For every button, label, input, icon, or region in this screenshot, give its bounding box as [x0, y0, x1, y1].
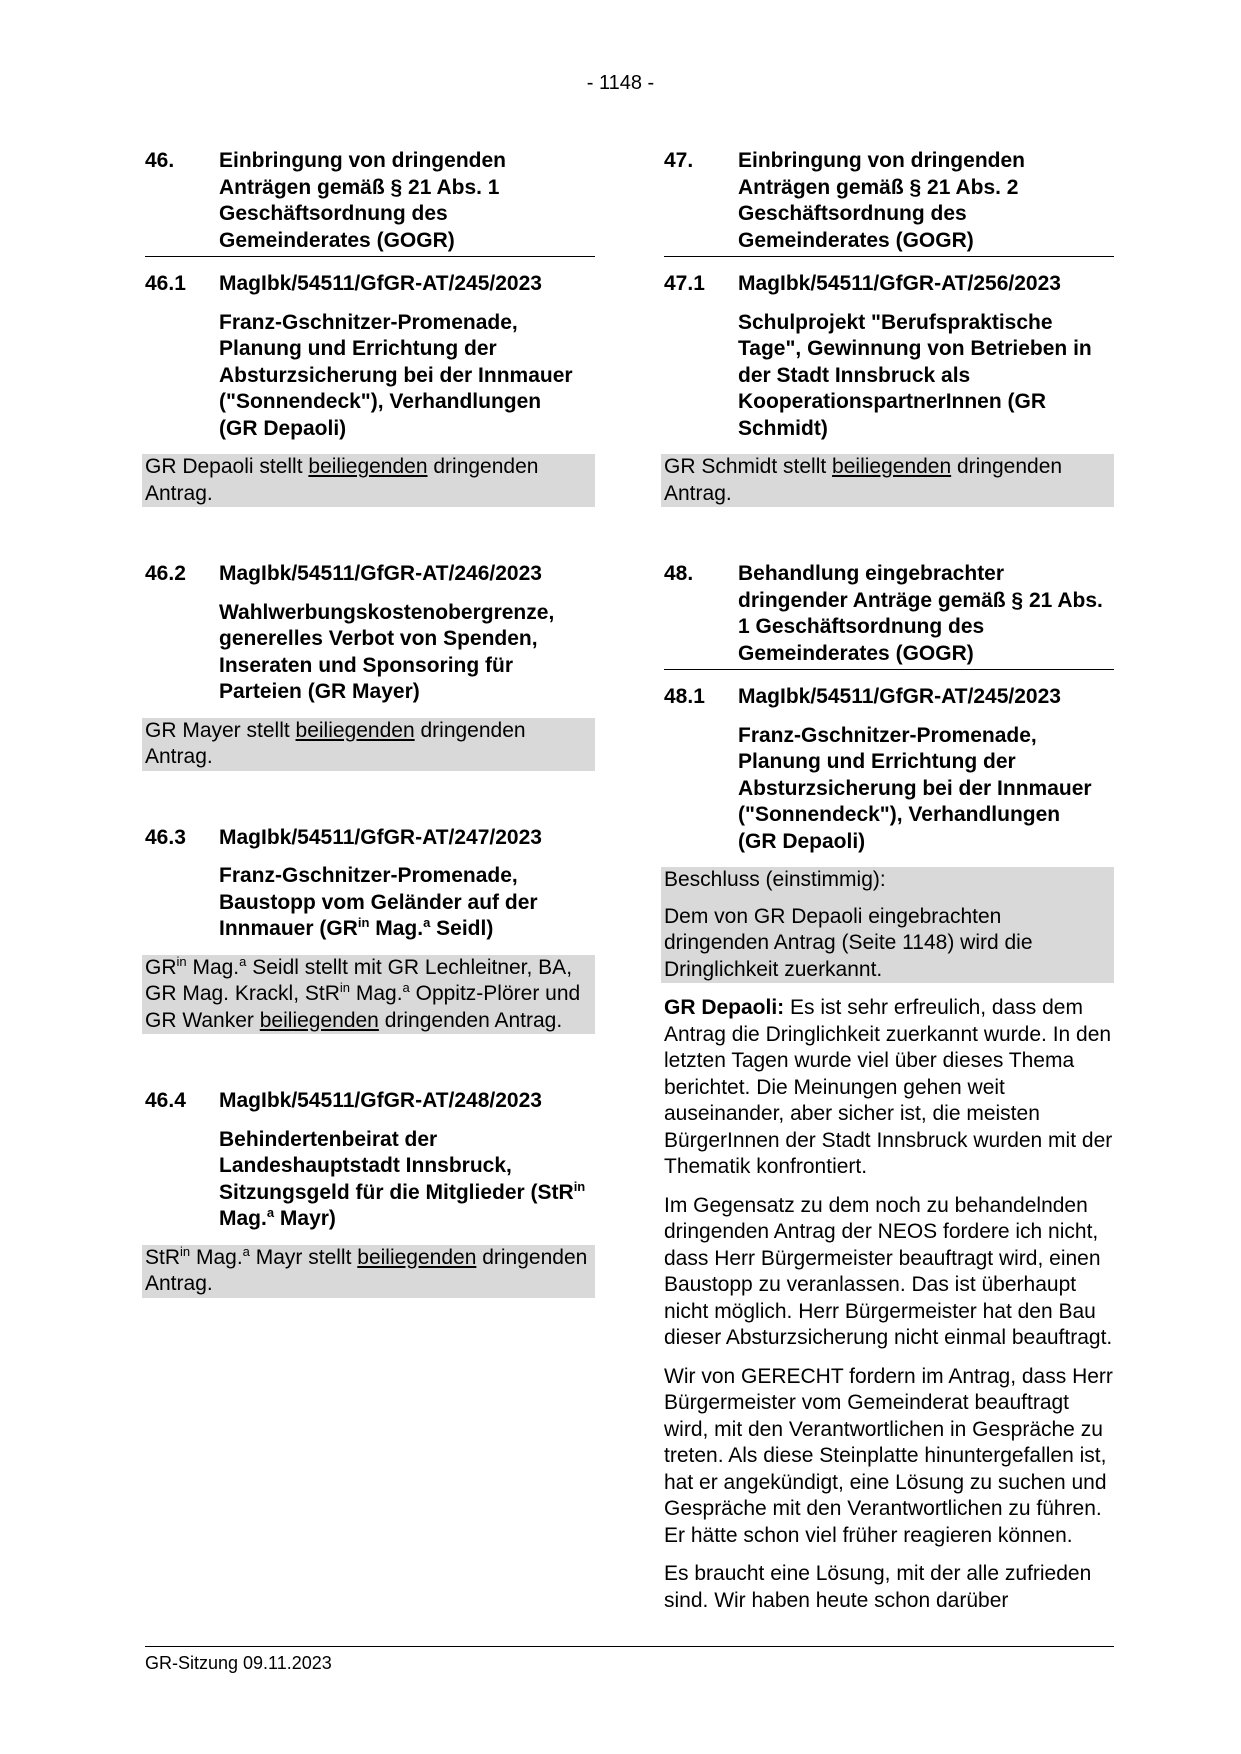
item-number: 46.2	[145, 562, 186, 585]
decision-text: Dem von GR Depaoli eingebrachten dringenden Antrag (Seite 1148) wird die Dringlichkeit zuerkannt.	[661, 904, 1114, 984]
speech-paragraph: GR Depaoli: Es ist sehr erfreulich, dass dem Antrag die Dringlichkeit zuerkannt wurde. In den letzten Tagen wurde viel über dieses Thema berichtet. Die Meinungen gehen weit auseinander, aber sicher ist, die meisten BürgerInnen der Stadt Innsbruck wurden mit der Thematik konfrontiert.	[664, 996, 1113, 1178]
speech-paragraph: Es braucht eine Lösung, mit der alle zufrieden sind. Wir haben heute schon darüber	[664, 1562, 1092, 1612]
agenda-item-46-4	[145, 1088, 595, 1233]
item-number: 46.1	[145, 272, 186, 295]
item-reference: MagIbk/54511/GfGR-AT/248/2023	[219, 1089, 542, 1112]
speech-paragraph: Wir von GERECHT fordern im Antrag, dass Herr Bürgermeister vom Gemeinderat beauftragt wird, mit den Verantwortlichen in Gespräche zu treten. Als diese Steinplatte hinuntergefallen ist, hat er angekündigt, eine Lösung zu suchen und Gespräche mit den Verantwortlichen zu führen. Er hätte schon viel früher reagieren können.	[664, 1364, 1113, 1547]
agenda-item-46-3	[145, 825, 595, 943]
item-title: Franz-Gschnitzer-Promenade, Planung und Errichtung der Absturzsicherung bei der Innmauer ("Sonnendeck"), Verhandlungen	[219, 310, 573, 413]
item-reference: MagIbk/54511/GfGR-AT/256/2023	[738, 272, 1061, 295]
item-reference: MagIbk/54511/GfGR-AT/245/2023	[738, 685, 1061, 708]
footer-rule	[145, 1646, 1114, 1647]
speaker-name: GR Depaoli:	[664, 996, 785, 1019]
item-title: Behindertenbeirat der Landeshauptstadt Innsbruck, Sitzungsgeld für die Mitglieder (StR$^{in}$ Mag.$^a$ Mayr)	[219, 1127, 586, 1230]
item-number: 48.	[664, 562, 694, 585]
motion-note: GR Depaoli stellt beiliegenden dringenden Antrag.	[142, 454, 595, 507]
item-title-author: (GR Depaoli)	[219, 416, 347, 440]
agenda-item-47	[664, 148, 1114, 257]
speech-paragraph: Im Gegensatz zu dem noch zu behandelnden dringenden Antrag der NEOS fordere ich nicht, dass Herr Bürgermeister beauftragt wird, einen Baustopp zu veranlassen. Das ist überhaupt nicht möglich. Herr Bürgermeister hat den Bau dieser Absturzsicherung nicht einmal beauftragt.	[664, 1193, 1113, 1349]
footer: GR-Sitzung 09.11.2023	[145, 1653, 332, 1673]
agenda-item-48	[664, 561, 1114, 670]
left-column	[145, 148, 595, 1298]
item-title: Franz-Gschnitzer-Promenade, Baustopp vom Geländer auf der Innmauer ($GR^{in}$ Mag.$^a$ Seidl)	[219, 864, 538, 940]
page-number: - 1148 -	[586, 72, 655, 94]
item-title: Einbringung von dringenden Anträgen gemäß § 21 Abs. 2 Geschäftsordnung des Gemeinderates (GOGR)	[738, 149, 1025, 252]
motion-note: StR$^{in}$ Mag.$^a$ Mayr stellt beiliegenden dringenden Antrag.	[142, 1245, 595, 1298]
item-title: Einbringung von dringenden Anträgen gemäß § 21 Abs. 1 Geschäftsordnung des Gemeinderates (GOGR)	[219, 149, 506, 252]
shade-spacer	[661, 894, 1114, 904]
item-reference: MagIbk/54511/GfGR-AT/245/2023	[219, 272, 542, 295]
motion-note: GR Mayer stellt beiliegenden dringenden Antrag.	[142, 718, 595, 771]
agenda-item-46-1	[145, 271, 595, 442]
agenda-item-48-1	[664, 684, 1114, 855]
item-number: 47.	[664, 149, 694, 172]
item-reference: MagIbk/54511/GfGR-AT/246/2023	[219, 562, 542, 585]
right-column	[664, 148, 1114, 1614]
item-title: Wahlwerbungskostenobergrenze, generelles Verbot von Spenden, Inseraten und Sponsoring für Parteien (GR Mayer)	[219, 600, 555, 703]
item-title: Schulprojekt "Berufspraktische Tage", Gewinnung von Betrieben in der Stadt Innsbruck als KooperationspartnerInnen (GR Schmidt)	[738, 310, 1092, 440]
motion-note: $GR^{in}$ Mag.$^a$ Seidl stellt mit GR Lechleitner, BA, GR Mag. Krackl, StR$^{in}$ Mag.$^a$ Oppitz-Plörer und GR Wanker beiliegenden dringenden Antrag.	[142, 955, 595, 1035]
item-title: Franz-Gschnitzer-Promenade, Planung und Errichtung der Absturzsicherung bei der Innmauer ("Sonnendeck"), Verhandlungen	[738, 723, 1092, 826]
item-reference: MagIbk/54511/GfGR-AT/247/2023	[219, 825, 542, 849]
agenda-item-46-2	[145, 561, 595, 706]
item-number: 46.3	[145, 825, 186, 849]
agenda-item-47-1	[664, 271, 1114, 442]
agenda-item-46	[145, 148, 595, 257]
item-number: 47.1	[664, 272, 705, 295]
item-title: Behandlung eingebrachter dringender Anträge gemäß § 21 Abs. 1 Geschäftsordnung des Gemeinderates (GOGR)	[738, 562, 1103, 665]
item-number: 46.	[145, 149, 175, 172]
item-number: 46.4	[145, 1089, 186, 1112]
motion-note: GR Schmidt stellt beiliegenden dringenden Antrag.	[661, 454, 1114, 507]
item-number: 48.1	[664, 685, 705, 708]
decision-label: Beschluss (einstimmig):	[661, 867, 1114, 894]
item-title-author: (GR Depaoli)	[738, 829, 866, 853]
